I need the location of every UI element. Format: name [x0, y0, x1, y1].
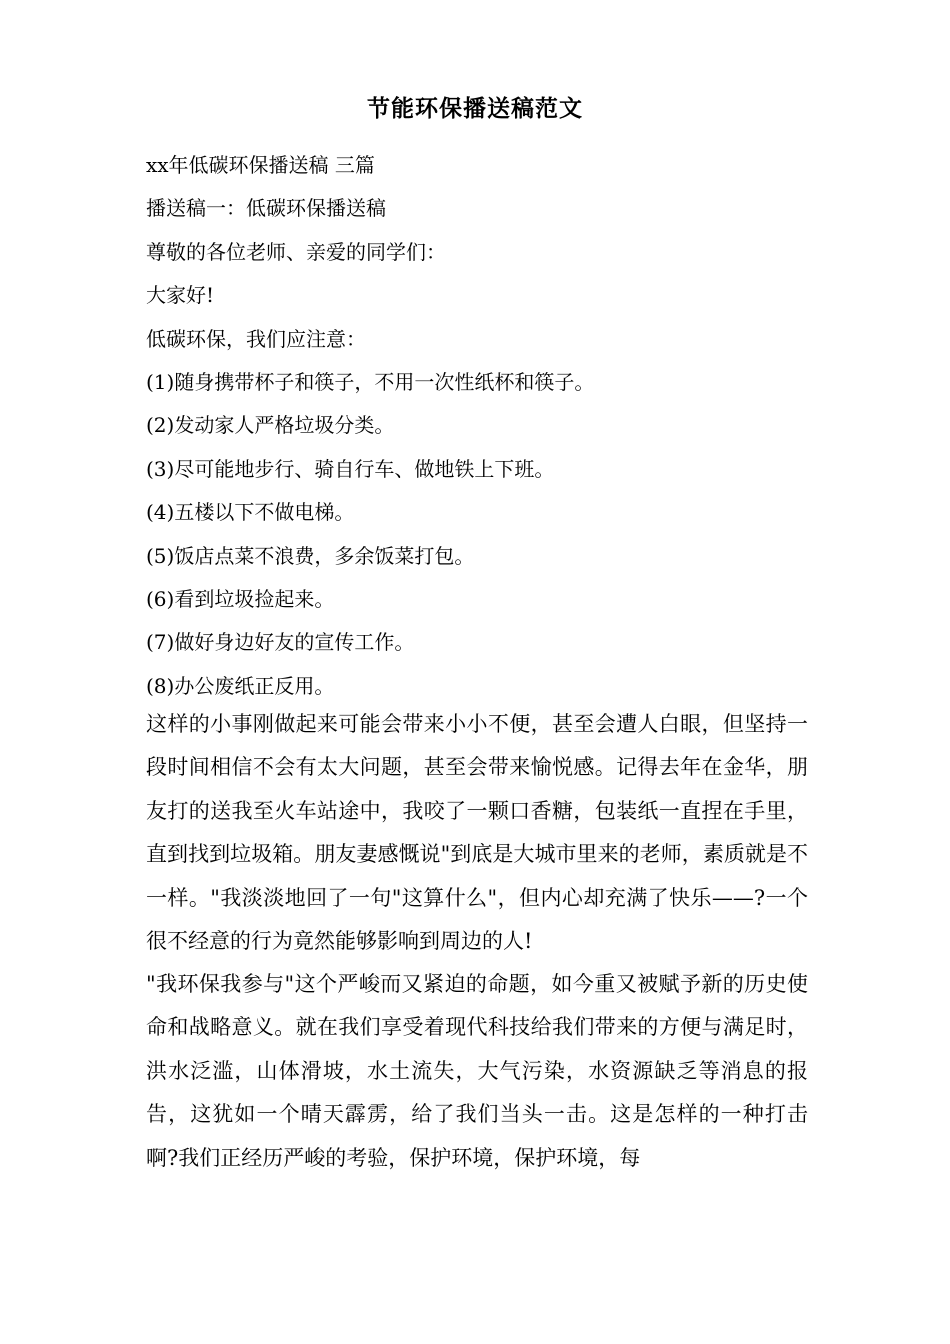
text-line: 尊敬的各位老师、亲爱的同学们： — [146, 239, 446, 264]
list-item: (2)发动家人严格垃圾分类。 — [146, 413, 395, 438]
text-line: 大家好! — [146, 283, 215, 308]
list-item: (7)做好身边好友的宣传工作。 — [146, 630, 415, 655]
list-item: (1)随身携带杯子和筷子，不用一次性纸杯和筷子。 — [146, 369, 595, 394]
body-paragraph: "我环保我参与"这个严峻而又紧迫的命题，如今重又被赋予新的历史使命和战略意义。就在我们享受着现代科技给我们带来的方便与满足时，洪水泛滥，山体滑坡，水土流失，大气污染，水资源缺乏等消息的报告，这犹如一个晴天霹雳，给了我们当头一击。这是怎样的一种打击啊?我们正经历严峻的考验，保护环境，保护环境，每 — [146, 972, 808, 1170]
text-line: 播送稿一：低碳环保播送稿 — [146, 196, 386, 221]
list-item: (3)尽可能地步行、骑自行车、做地铁上下班。 — [146, 456, 555, 481]
body-paragraph: 这样的小事刚做起来可能会带来小小不便，甚至会遭人白眼，但坚持一段时间相信不会有太大问题，甚至会带来愉悦感。记得去年在金华，朋友打的送我至火车站途中，我咬了一颗口香糖，包装纸一直捏在手里，直到找到垃圾箱。朋友妻感慨说"到底是大城市里来的老师，素质就是不一样。"我淡淡地回了一句"这算什么"，但内心却充满了快乐——?一个很不经意的行为竟然能够影响到周边的人! — [146, 712, 808, 954]
list-item: (8)办公废纸正反用。 — [146, 673, 335, 698]
document-title: 节能环保播送稿范文 — [367, 95, 583, 122]
list-item: (4)五楼以下不做电梯。 — [146, 500, 355, 525]
text-line: 低碳环保，我们应注意： — [146, 326, 366, 351]
list-item: (5)饭店点菜不浪费，多余饭菜打包。 — [146, 543, 475, 568]
short-lines-block — [146, 144, 826, 708]
list-item: (6)看到垃圾捡起来。 — [146, 586, 335, 611]
text-line: xx年低碳环保播送稿 三篇 — [146, 153, 375, 177]
